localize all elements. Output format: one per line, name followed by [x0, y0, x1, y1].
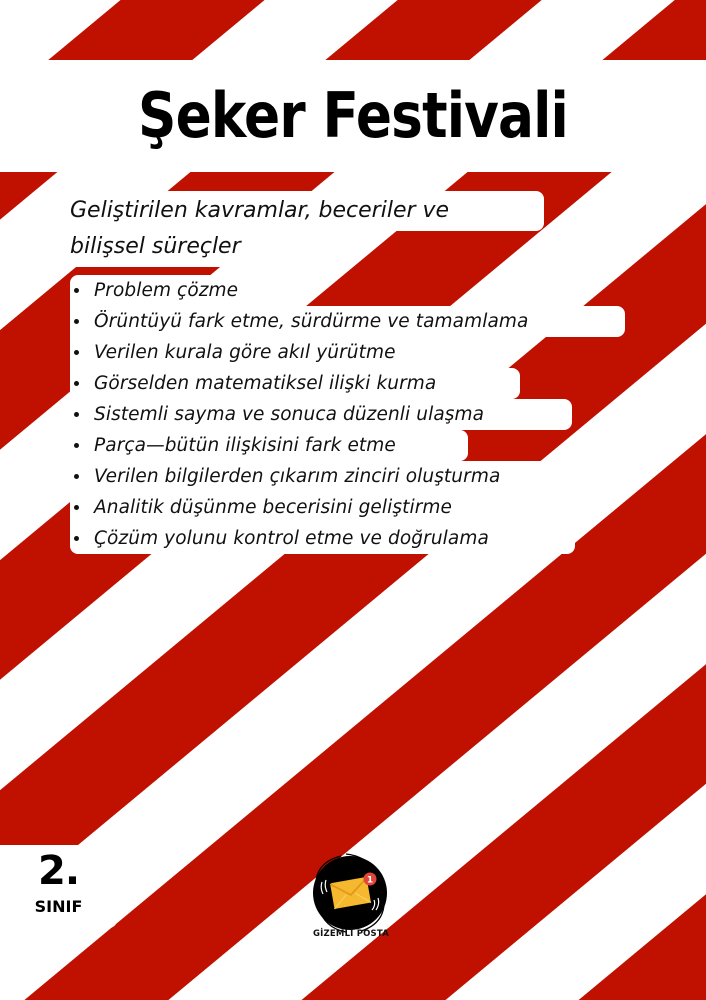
- list-item: Sistemli sayma ve sonuca düzenli ulaşma: [70, 399, 572, 430]
- grade-badge: [0, 845, 117, 928]
- bullet-icon: [74, 288, 79, 293]
- list-item: Parça—bütün ilişkisini fark etme: [70, 430, 468, 461]
- bullet-icon: [74, 412, 79, 417]
- bullet-icon: [74, 381, 79, 386]
- list-item: Analitik düşünme becerisini geliştirme: [70, 492, 530, 523]
- bullet-icon: [74, 319, 79, 324]
- list-item: Verilen bilgilerden çıkarım zinciri oluşturma: [70, 461, 590, 492]
- page-title: Şeker Festivali: [138, 79, 568, 152]
- brand-name: GİZEMLİ POSTA: [313, 929, 389, 939]
- list-item: Çözüm yolunu kontrol etme ve doğrulama: [70, 523, 575, 554]
- bullet-icon: [74, 474, 79, 479]
- list-item: Görselden matematiksel ilişki kurma: [70, 368, 520, 399]
- bullet-icon: [74, 536, 79, 541]
- grade-number: 2.: [37, 848, 80, 894]
- grade-label: SINIF: [34, 897, 83, 916]
- bullet-icon: [74, 350, 79, 355]
- list-item: Verilen kurala göre akıl yürütme: [70, 337, 500, 368]
- notification-count: 1: [366, 875, 374, 886]
- bullet-icon: [74, 505, 79, 510]
- heading-line1: Geliştirilen kavramlar, beceriler ve: [70, 198, 450, 223]
- list-item: Problem çözme: [70, 275, 265, 306]
- heading-line2: bilişsel süreçler: [70, 234, 241, 259]
- list-item: Örüntüyü fark etme, sürdürme ve tamamlama: [70, 306, 625, 337]
- bullet-icon: [74, 443, 79, 448]
